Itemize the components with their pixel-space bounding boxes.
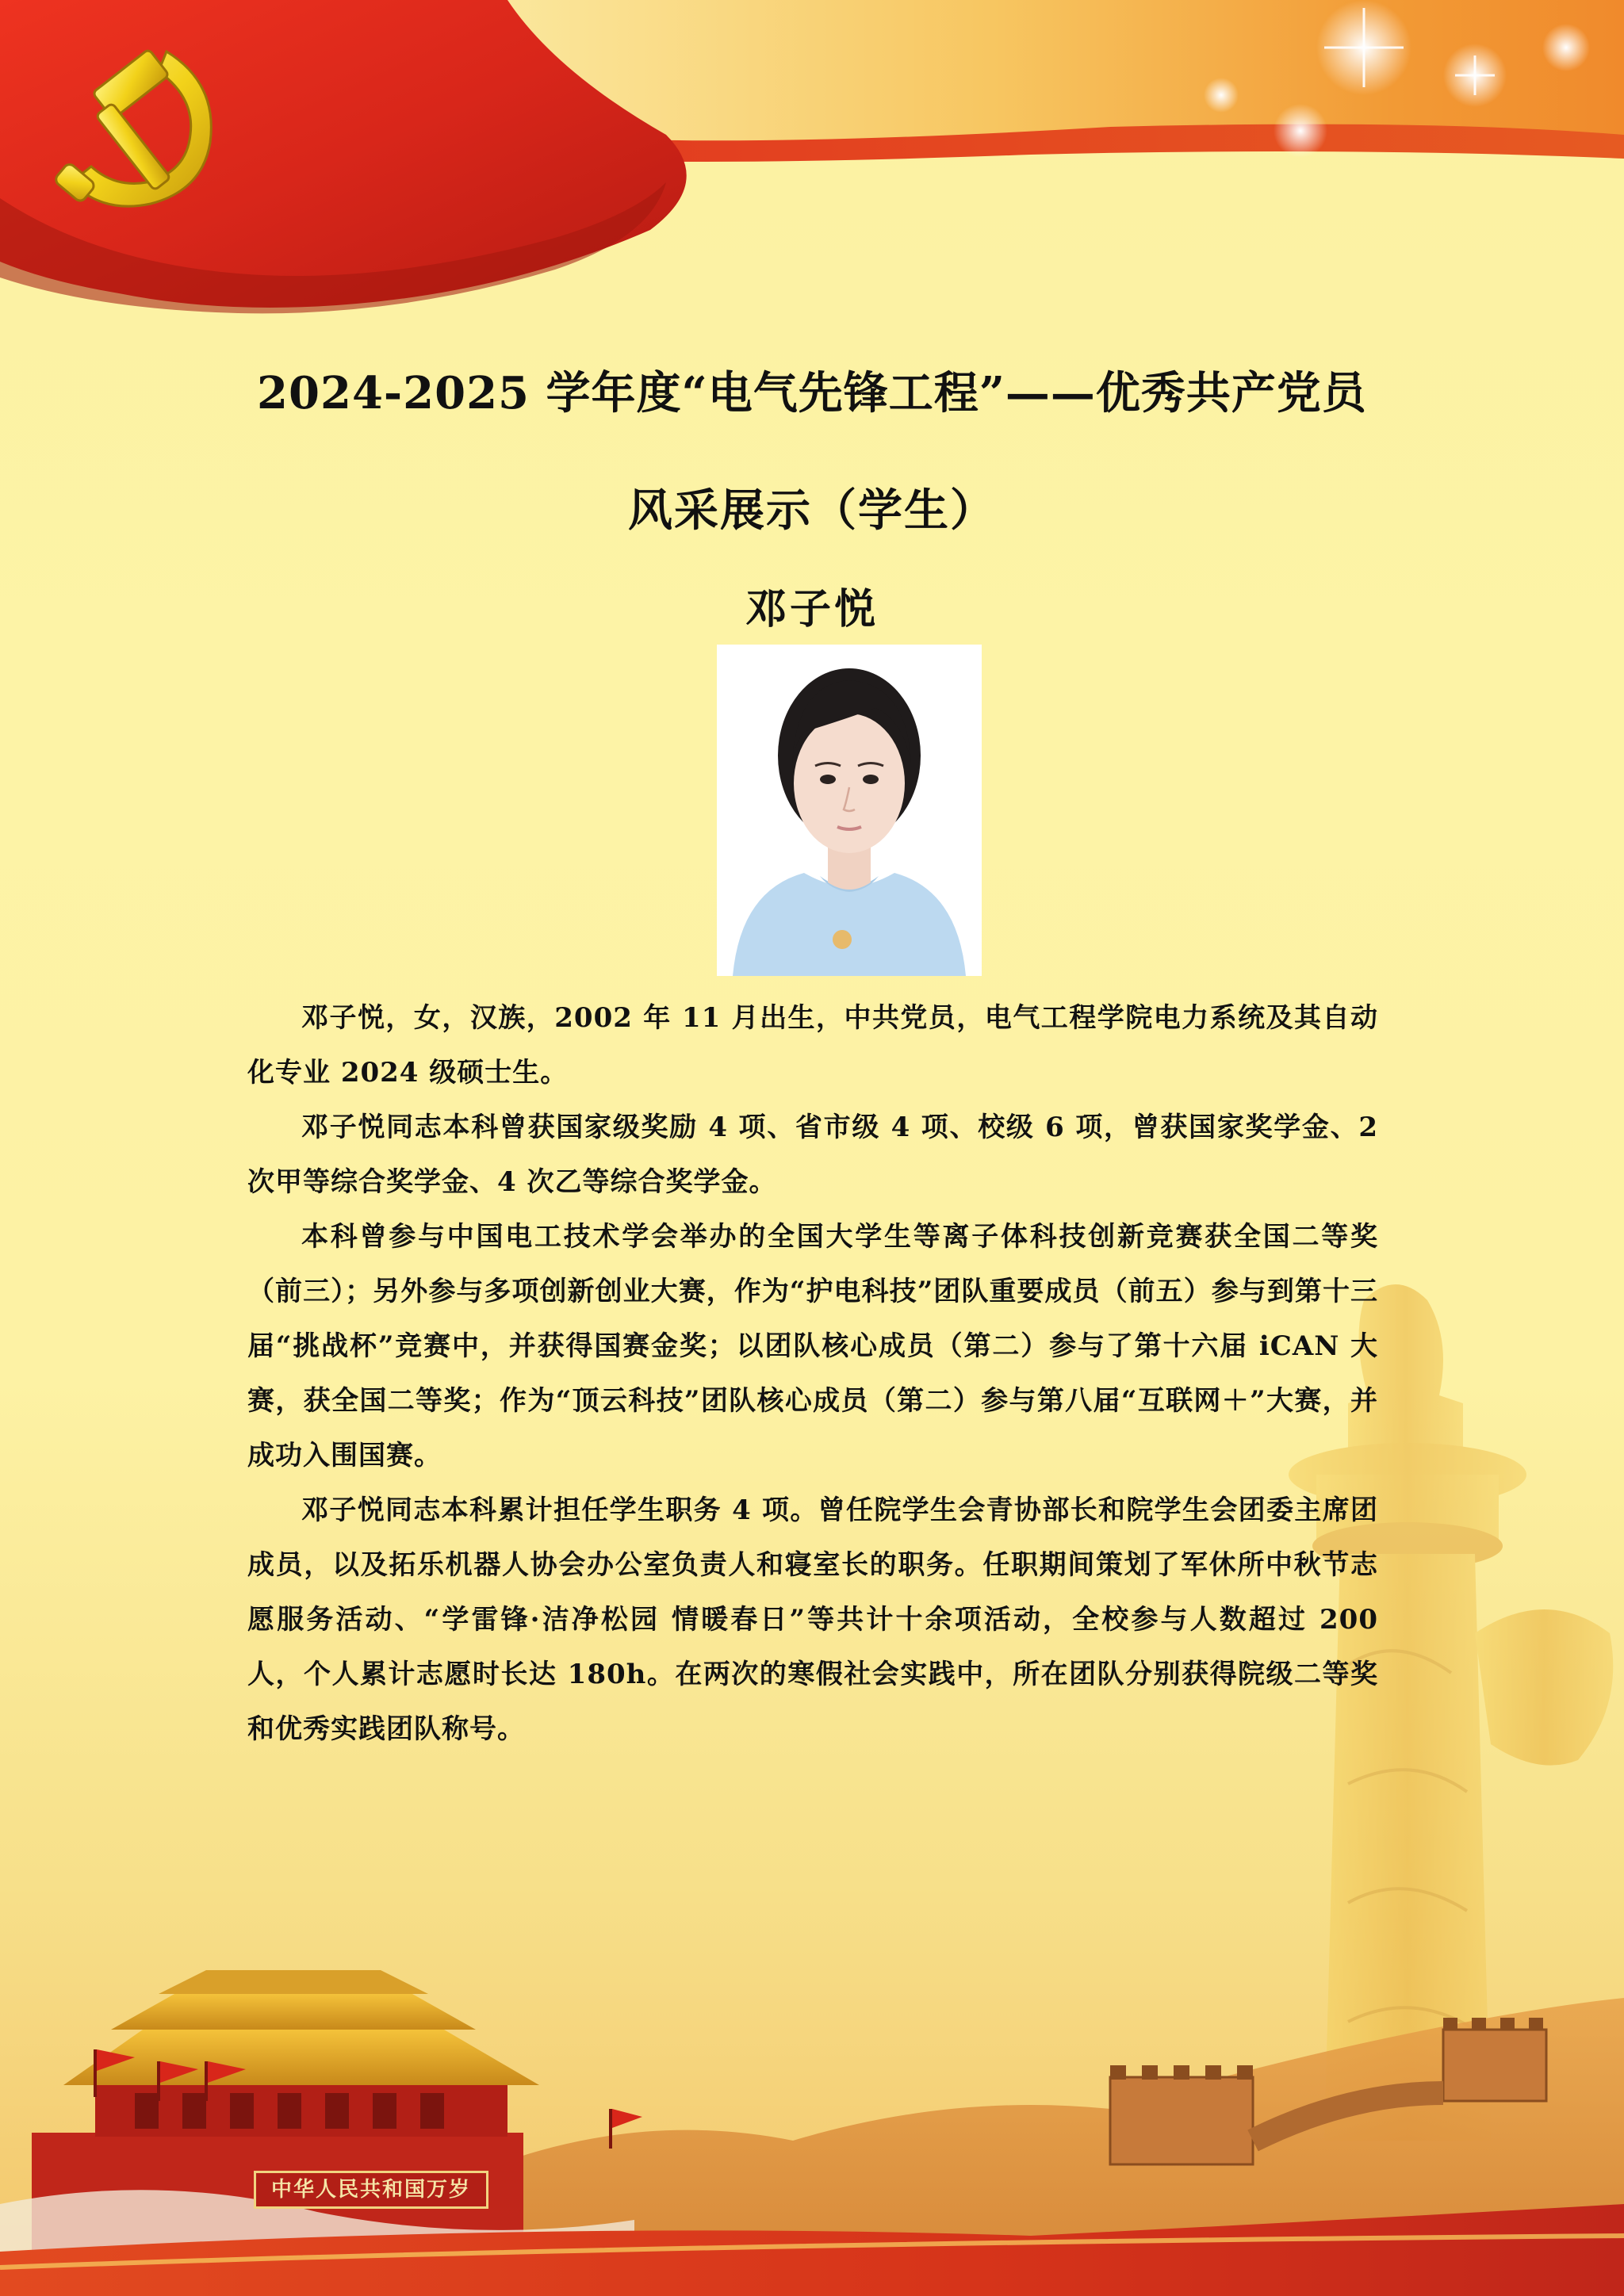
page-title: 2024-2025 学年度“电气先锋工程”——优秀共产党员	[257, 367, 1367, 419]
bio-paragraph-2: 邓子悦同志本科曾获国家级奖励 4 项、省市级 4 项、校级 6 项，曾获国家奖学金、2 次甲等综合奖学金、4 次乙等综合奖学金。	[247, 1112, 1378, 1198]
gate-banner-text: 中华人民共和国万岁	[270, 2178, 471, 2202]
portrait-illustration	[717, 645, 982, 976]
page-subtitle: 风采展示（学生）	[628, 484, 996, 537]
bio-paragraph-1: 邓子悦，女，汉族，2002 年 11 月出生，中共党员，电气工程学院电力系统及其自动化专业 2024 级硕士生。	[247, 1002, 1378, 1089]
gate-banner	[254, 2171, 488, 2209]
person-name: 邓子悦	[745, 585, 879, 633]
portrait-photo	[717, 645, 982, 976]
bio-paragraph-4: 邓子悦同志本科累计担任学生职务 4 项。曾任院学生会青协部长和院学生会团委主席团成员，以及拓乐机器人协会办公室负责人和寝室长的职务。任职期间策划了军休所中秋节志愿服务活动、“学雷锋·洁净松园 情暖春日”等共计十余项活动，全校参与人数超过 200 人，个人累计志愿时长达 180h。在两次的寒假社会实践中，所在团队分别获得院级二等奖和优秀实践团队称号。	[247, 1494, 1379, 1745]
bio-paragraph-3: 本科曾参与中国电工技术学会举办的全国大学生等离子体科技创新竞赛获全国二等奖（前三）；另外参与多项创新创业大赛，作为“护电科技”团队重要成员（前五）参与到第十三届“挑战杯”竞赛中，并获得国赛金奖；以团队核心成员（第二）参与了第十六届 iCAN 大赛，获全国二等奖；作为“顶云科技”团队核心成员（第二）参与第八届“互联网＋”大赛，并成功入围国赛。	[247, 1221, 1378, 1471]
biography	[247, 991, 1378, 1757]
